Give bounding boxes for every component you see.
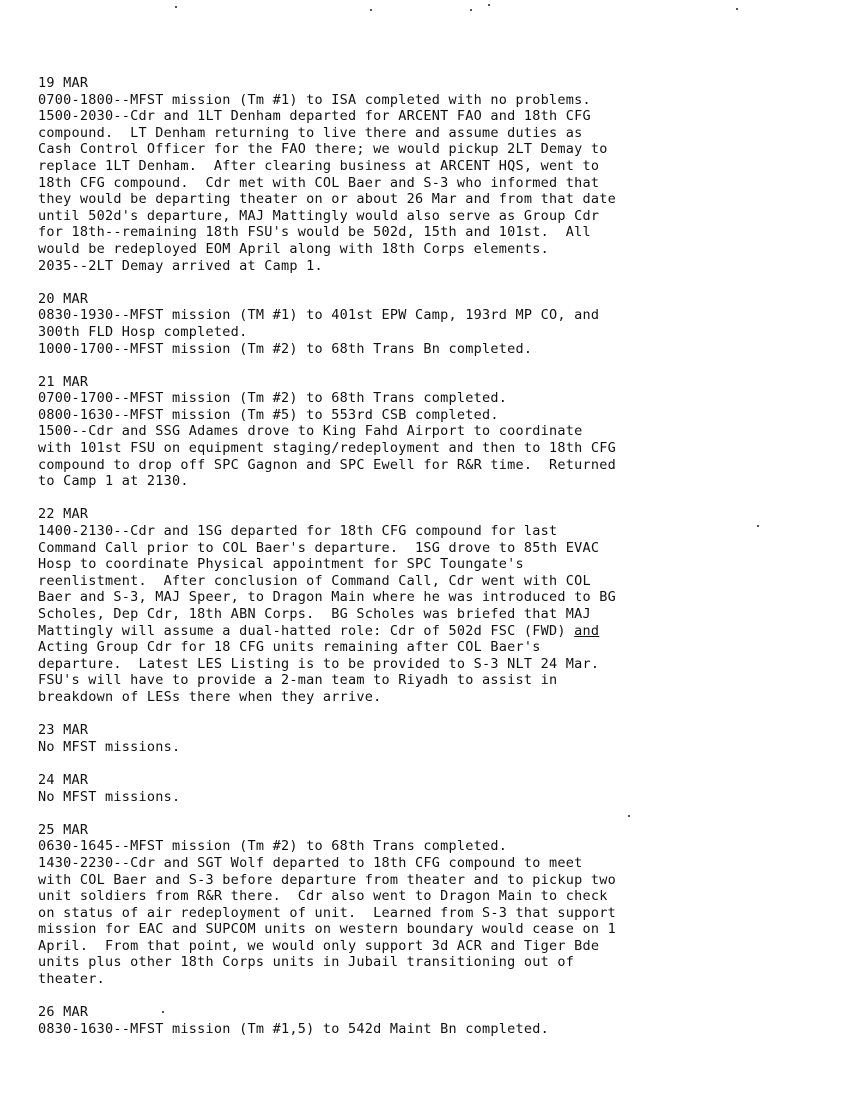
journal-entry bbox=[38, 75, 838, 274]
entry-line: No MFST missions. bbox=[38, 738, 181, 755]
entry-line: No MFST missions. bbox=[38, 788, 181, 805]
journal-text bbox=[38, 75, 838, 1054]
entry-line: with COL Baer and S-3 before departure from theater and to pickup two bbox=[38, 871, 617, 888]
entry-line: 0700-1700--MFST mission (Tm #2) to 68th Trans completed. bbox=[38, 390, 508, 407]
entry-line: Hosp to coordinate Physical appointment for SPC Toungate's bbox=[38, 556, 524, 573]
scan-speck bbox=[736, 8, 738, 10]
journal-entry bbox=[38, 374, 838, 490]
scan-speck bbox=[470, 9, 472, 11]
journal-entry bbox=[38, 822, 838, 988]
entry-line: 300th FLD Hosp completed. bbox=[38, 323, 248, 340]
entry-line: Baer and S-3, MAJ Speer, to Dragon Main where he was introduced to BG bbox=[38, 589, 617, 606]
entry-line-underlined: Mattingly will assume a dual-hatted role: Cdr of 502d FSC (FWD) and bbox=[38, 622, 600, 639]
journal-entry bbox=[38, 291, 838, 357]
entry-line: 0800-1630--MFST mission (Tm #5) to 553rd CSB completed. bbox=[38, 406, 499, 423]
entry-line: 0700-1800--MFST mission (Tm #1) to ISA completed with no problems. bbox=[38, 91, 591, 108]
entry-date: 26 MAR bbox=[38, 1004, 89, 1021]
entry-line: until 502d's departure, MAJ Mattingly would also serve as Group Cdr bbox=[38, 207, 600, 224]
entry-line: on status of air redeployment of unit. Learned from S-3 that support bbox=[38, 904, 617, 921]
entry-line: 1500-2030--Cdr and 1LT Denham departed for ARCENT FAO and 18th CFG bbox=[38, 108, 591, 125]
entry-line: FSU's will have to provide a 2-man team to Riyadh to assist in bbox=[38, 672, 558, 689]
entry-line: 18th CFG compound. Cdr met with COL Baer and S-3 who informed that bbox=[38, 174, 600, 191]
entry-line: replace 1LT Denham. After clearing business at ARCENT HQS, went to bbox=[38, 157, 600, 174]
entry-line: departure. Latest LES Listing is to be provided to S-3 NLT 24 Mar. bbox=[38, 655, 600, 672]
entry-date: 20 MAR bbox=[38, 290, 89, 307]
entry-date: 25 MAR bbox=[38, 821, 89, 838]
scan-speck bbox=[370, 9, 372, 11]
scan-speck bbox=[488, 4, 490, 6]
entry-line: with 101st FSU on equipment staging/redeployment and then to 18th CFG bbox=[38, 440, 617, 457]
entry-line: 1500--Cdr and SSG Adames drove to King Fahd Airport to coordinate bbox=[38, 423, 583, 440]
entry-line: 1400-2130--Cdr and 1SG departed for 18th CFG compound for last bbox=[38, 523, 558, 540]
entry-line: unit soldiers from R&R there. Cdr also went to Dragon Main to check bbox=[38, 888, 608, 905]
entry-line: Command Call prior to COL Baer's departure. 1SG drove to 85th EVAC bbox=[38, 539, 600, 556]
entry-line: 0830-1630--MFST mission (Tm #1,5) to 542d Maint Bn completed. bbox=[38, 1020, 550, 1037]
entry-line: mission for EAC and SUPCOM units on western boundary would cease on 1 bbox=[38, 921, 617, 938]
entry-date: 19 MAR bbox=[38, 75, 89, 91]
entry-line: Acting Group Cdr for 18 CFG units remaining after COL Baer's bbox=[38, 639, 541, 656]
journal-entry bbox=[38, 1004, 838, 1037]
entry-date: 24 MAR bbox=[38, 771, 89, 788]
journal-entry bbox=[38, 506, 838, 705]
entry-line: units plus other 18th Corps units in Jubail transitioning out of bbox=[38, 954, 575, 971]
entry-line: theater. bbox=[38, 971, 106, 988]
entry-line: 2035--2LT Demay arrived at Camp 1. bbox=[38, 257, 323, 274]
entry-line: 0830-1930--MFST mission (TM #1) to 401st EPW Camp, 193rd MP CO, and bbox=[38, 307, 600, 324]
underlined-word: and bbox=[574, 622, 600, 639]
entry-date: 22 MAR bbox=[38, 506, 89, 523]
entry-line: to Camp 1 at 2130. bbox=[38, 473, 189, 490]
entry-line: they would be departing theater on or about 26 Mar and from that date bbox=[38, 191, 617, 208]
entry-line: compound to drop off SPC Gagnon and SPC Ewell for R&R time. Returned bbox=[38, 456, 617, 473]
entry-line: breakdown of LESs there when they arrive. bbox=[38, 688, 382, 705]
entry-line: for 18th--remaining 18th FSU's would be 502d, 15th and 101st. All bbox=[38, 224, 591, 241]
entry-line: 1430-2230--Cdr and SGT Wolf departed to 18th CFG compound to meet bbox=[38, 854, 583, 871]
entry-line: 0630-1645--MFST mission (Tm #2) to 68th Trans completed. bbox=[38, 838, 508, 855]
entry-line: Scholes, Dep Cdr, 18th ABN Corps. BG Scholes was briefed that MAJ bbox=[38, 606, 591, 622]
journal-entry bbox=[38, 722, 838, 755]
entry-line: reenlistment. After conclusion of Command Call, Cdr went with COL bbox=[38, 572, 591, 589]
scan-speck bbox=[175, 6, 177, 8]
journal-entry bbox=[38, 772, 838, 805]
entry-date: 23 MAR bbox=[38, 722, 89, 739]
entry-line: compound. LT Denham returning to live there and assume duties as bbox=[38, 124, 583, 141]
entry-line: 1000-1700--MFST mission (Tm #2) to 68th Trans Bn completed. bbox=[38, 340, 533, 357]
entry-date: 21 MAR bbox=[38, 373, 89, 390]
entry-line: Cash Control Officer for the FAO there; we would pickup 2LT Demay to bbox=[38, 141, 608, 158]
entry-line: April. From that point, we would only support 3d ACR and Tiger Bde bbox=[38, 937, 600, 954]
entry-line: would be redeployed EOM April along with 18th Corps elements. bbox=[38, 240, 550, 257]
